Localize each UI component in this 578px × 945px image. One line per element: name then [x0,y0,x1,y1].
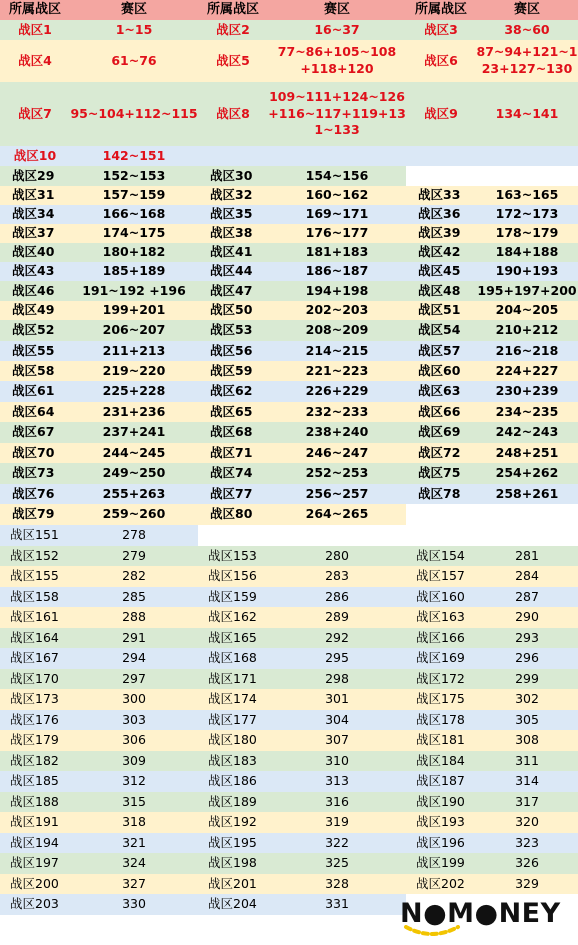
table-row [0,402,578,422]
nomoney-logo [400,896,560,940]
server-range-cell: 283 [268,566,406,587]
zone-cell: 战区8 [198,82,268,146]
server-range-cell: 252~253 [268,463,406,484]
table-row [0,262,578,281]
server-range-cell: 211+213 [70,341,198,361]
server-range-cell [476,504,578,525]
zone-cell: 战区191 [0,812,70,833]
table-row [0,224,578,243]
server-range-cell: 325 [268,853,406,874]
server-range-cell: 306 [70,730,198,751]
zone-cell: 战区78 [406,484,476,504]
table-row [0,546,578,566]
zone-cell: 战区160 [406,587,476,607]
zone-cell: 战区196 [406,833,476,853]
server-range-cell: 326 [476,853,578,874]
server-range-cell: 278 [70,525,198,546]
server-range-cell: 160~162 [268,186,406,205]
server-range-cell: 166~168 [70,205,198,224]
zone-cell: 战区30 [198,166,268,186]
server-range-cell: 322 [268,833,406,853]
zone-cell: 战区166 [406,628,476,648]
zone-cell: 战区49 [0,301,70,320]
server-range-cell: 282 [70,566,198,587]
zone-cell: 战区44 [198,262,268,281]
zone-cell: 战区47 [198,281,268,301]
table-row [0,422,578,443]
zone-cell: 战区194 [0,833,70,853]
zone-cell: 战区63 [406,381,476,402]
zone-cell: 战区50 [198,301,268,320]
zone-cell: 战区176 [0,710,70,730]
zone-cell: 战区70 [0,443,70,463]
zone-cell: 战区170 [0,669,70,689]
server-range-cell: 314 [476,771,578,792]
table-row [0,205,578,224]
server-range-cell: 295 [268,648,406,669]
server-range-cell: 330 [70,894,198,915]
server-range-cell: 305 [476,710,578,730]
server-range-cell: 249~250 [70,463,198,484]
server-range-cell: 331 [268,894,406,915]
zone-cell: 战区41 [198,243,268,262]
zone-cell: 战区40 [0,243,70,262]
server-range-cell: 152~153 [70,166,198,186]
server-range-cell: 238+240 [268,422,406,443]
server-range-cell: 310 [268,751,406,771]
server-range-cell: 95~104+112~115 [70,82,198,146]
table-row [0,710,578,730]
zone-cell: 战区157 [406,566,476,587]
zone-cell: 战区168 [198,648,268,669]
zone-cell: 战区6 [406,40,476,82]
server-range-cell: 172~173 [476,205,578,224]
server-range-cell: 157~159 [70,186,198,205]
zone-cell: 战区203 [0,894,70,915]
server-range-cell: 313 [268,771,406,792]
server-range-cell: 309 [70,751,198,771]
server-range-cell: 288 [70,607,198,628]
server-range-cell: 301 [268,689,406,710]
table-row [0,587,578,607]
zone-cell: 战区155 [0,566,70,587]
server-range-cell: 244~245 [70,443,198,463]
zone-cell [406,504,476,525]
zone-cell: 战区69 [406,422,476,443]
header-server-col: 赛区 [268,0,406,20]
server-range-cell: 328 [268,874,406,894]
zone-cell: 战区35 [198,205,268,224]
server-range-cell [476,146,578,166]
zone-cell: 战区182 [0,751,70,771]
server-range-cell: 327 [70,874,198,894]
zone-cell: 战区158 [0,587,70,607]
table-row [0,301,578,320]
zone-cell: 战区161 [0,607,70,628]
zone-cell: 战区180 [198,730,268,751]
zone-cell [406,166,476,186]
server-range-cell: 87~94+121~1 23+127~130 [476,40,578,82]
zone-cell: 战区55 [0,341,70,361]
table-row [0,361,578,381]
table-row [0,484,578,504]
server-range-cell: 237+241 [70,422,198,443]
server-range-cell: 308 [476,730,578,751]
server-range-cell: 206~207 [70,320,198,341]
server-range-cell: 287 [476,587,578,607]
zone-cell: 战区164 [0,628,70,648]
zone-cell: 战区58 [0,361,70,381]
zone-cell: 战区48 [406,281,476,301]
table-row [0,792,578,812]
table-row [0,525,578,546]
server-range-cell: 291 [70,628,198,648]
server-range-cell: 302 [476,689,578,710]
server-range-cell: 299 [476,669,578,689]
server-range-cell: 180+182 [70,243,198,262]
server-range-cell: 321 [70,833,198,853]
server-range-cell: 154~156 [268,166,406,186]
table-row [0,607,578,628]
zone-cell: 战区197 [0,853,70,874]
zone-cell: 战区77 [198,484,268,504]
zone-cell: 战区9 [406,82,476,146]
zone-cell: 战区152 [0,546,70,566]
table-row [0,751,578,771]
zone-cell: 战区76 [0,484,70,504]
server-range-cell [476,525,578,546]
server-range-cell: 279 [70,546,198,566]
zone-cell: 战区62 [198,381,268,402]
zone-cell: 战区7 [0,82,70,146]
server-range-cell: 234~235 [476,402,578,422]
zone-cell: 战区167 [0,648,70,669]
zone-cell: 战区199 [406,853,476,874]
server-range-cell: 248+251 [476,443,578,463]
table-row [0,166,578,186]
server-range-cell: 296 [476,648,578,669]
zone-cell: 战区66 [406,402,476,422]
server-range-cell: 163~165 [476,186,578,205]
zone-cell: 战区156 [198,566,268,587]
zone-cell: 战区59 [198,361,268,381]
server-range-cell: 254+262 [476,463,578,484]
server-range-cell: 199+201 [70,301,198,320]
table-row [0,853,578,874]
zone-cell: 战区185 [0,771,70,792]
header-zone-col: 所属战区 [198,0,268,20]
zone-cell: 战区68 [198,422,268,443]
server-range-cell: 294 [70,648,198,669]
table-row [0,628,578,648]
server-range-cell: 202~203 [268,301,406,320]
server-range-cell: 226+229 [268,381,406,402]
zone-cell: 战区45 [406,262,476,281]
server-range-cell: 77~86+105~108 +118+120 [268,40,406,82]
zone-cell: 战区56 [198,341,268,361]
zone-cell: 战区173 [0,689,70,710]
zone-cell: 战区61 [0,381,70,402]
table-row [0,730,578,751]
zone-cell: 战区163 [406,607,476,628]
zone-cell: 战区60 [406,361,476,381]
zone-cell: 战区201 [198,874,268,894]
table-row [0,341,578,361]
zone-cell: 战区37 [0,224,70,243]
zone-cell: 战区4 [0,40,70,82]
zone-cell: 战区3 [406,20,476,40]
zone-cell: 战区198 [198,853,268,874]
zone-cell: 战区39 [406,224,476,243]
server-range-cell: 221~223 [268,361,406,381]
server-range-cell: 259~260 [70,504,198,525]
server-range-cell: 293 [476,628,578,648]
server-range-cell: 181+183 [268,243,406,262]
zone-cell: 战区187 [406,771,476,792]
header-zone-col: 所属战区 [406,0,476,20]
table-row [0,689,578,710]
zone-cell: 战区184 [406,751,476,771]
zone-cell: 战区67 [0,422,70,443]
server-range-cell: 315 [70,792,198,812]
server-range-cell: 303 [70,710,198,730]
zone-cell: 战区195 [198,833,268,853]
table-row [0,146,578,166]
server-range-cell: 286 [268,587,406,607]
zone-cell: 战区36 [406,205,476,224]
zone-cell: 战区52 [0,320,70,341]
server-range-cell: 134~141 [476,82,578,146]
table-row [0,463,578,484]
server-range-cell: 317 [476,792,578,812]
server-range-cell: 225+228 [70,381,198,402]
zone-cell: 战区181 [406,730,476,751]
server-range-cell: 297 [70,669,198,689]
zone-cell: 战区46 [0,281,70,301]
server-range-cell: 329 [476,874,578,894]
zone-cell: 战区174 [198,689,268,710]
table-row [0,243,578,262]
server-range-cell [268,146,406,166]
zone-cell: 战区189 [198,792,268,812]
zone-cell: 战区42 [406,243,476,262]
zone-cell: 战区10 [0,146,70,166]
server-range-cell: 195+197+200 [476,281,578,301]
server-range-cell: 300 [70,689,198,710]
table-row [0,566,578,587]
zone-cell: 战区80 [198,504,268,525]
zone-cell: 战区159 [198,587,268,607]
zone-cell: 战区179 [0,730,70,751]
table-row [0,186,578,205]
server-range-cell: 224+227 [476,361,578,381]
server-range-cell: 191~192 +196 [70,281,198,301]
server-range-cell: 208~209 [268,320,406,341]
zone-cell: 战区33 [406,186,476,205]
zone-cell: 战区2 [198,20,268,40]
server-range-cell: 304 [268,710,406,730]
server-range-cell: 230+239 [476,381,578,402]
zone-cell: 战区64 [0,402,70,422]
zone-cell: 战区188 [0,792,70,812]
server-range-cell: 242~243 [476,422,578,443]
server-range-cell: 281 [476,546,578,566]
server-range-cell: 1~15 [70,20,198,40]
server-range-cell: 169~171 [268,205,406,224]
server-range-cell: 316 [268,792,406,812]
server-range-cell: 61~76 [70,40,198,82]
table-row [0,504,578,525]
zone-cell: 战区204 [198,894,268,915]
server-range-cell: 324 [70,853,198,874]
zone-cell: 战区74 [198,463,268,484]
zone-cell [198,146,268,166]
table-row [0,833,578,853]
server-range-cell: 323 [476,833,578,853]
zone-cell: 战区65 [198,402,268,422]
zone-cell [198,525,268,546]
server-range-cell: 258+261 [476,484,578,504]
server-range-cell: 178~179 [476,224,578,243]
header-server-col: 赛区 [70,0,198,20]
zone-cell: 战区51 [406,301,476,320]
header-server-col: 赛区 [476,0,578,20]
server-range-cell: 194+198 [268,281,406,301]
table-row [0,771,578,792]
zone-cell: 战区151 [0,525,70,546]
server-range-cell: 204~205 [476,301,578,320]
server-range-cell: 256~257 [268,484,406,504]
server-range-cell: 210+212 [476,320,578,341]
zone-cell: 战区154 [406,546,476,566]
server-range-cell: 284 [476,566,578,587]
server-range-cell: 142~151 [70,146,198,166]
server-range-cell: 255+263 [70,484,198,504]
zone-cell: 战区29 [0,166,70,186]
zone-cell: 战区5 [198,40,268,82]
table-row [0,669,578,689]
zone-cell: 战区175 [406,689,476,710]
zone-cell: 战区43 [0,262,70,281]
server-range-cell: 292 [268,628,406,648]
server-range-cell: 289 [268,607,406,628]
server-range-cell: 174~175 [70,224,198,243]
server-range-cell: 290 [476,607,578,628]
server-range-cell: 280 [268,546,406,566]
table-header-row [0,0,578,20]
server-range-cell [268,525,406,546]
server-range-cell: 38~60 [476,20,578,40]
zone-cell: 战区172 [406,669,476,689]
zone-cell: 战区32 [198,186,268,205]
zone-cell: 战区183 [198,751,268,771]
zone-cell: 战区169 [406,648,476,669]
zone-cell: 战区73 [0,463,70,484]
server-range-cell: 312 [70,771,198,792]
zone-cell: 战区171 [198,669,268,689]
logo-smile-arc [402,925,462,939]
zone-cell: 战区177 [198,710,268,730]
table-row [0,40,578,82]
zone-cell [406,146,476,166]
zone-cell: 战区186 [198,771,268,792]
zone-cell: 战区57 [406,341,476,361]
zone-cell: 战区153 [198,546,268,566]
logo-wordmark: N●M●NEY [400,898,561,929]
server-range-cell [476,166,578,186]
table-row [0,281,578,301]
server-range-cell: 307 [268,730,406,751]
server-range-cell: 246~247 [268,443,406,463]
server-range-cell: 109~111+124~126 +116~117+119+13 1~133 [268,82,406,146]
zone-cell [406,525,476,546]
zone-cell: 战区54 [406,320,476,341]
server-range-cell: 219~220 [70,361,198,381]
server-range-cell: 320 [476,812,578,833]
table-row [0,812,578,833]
zone-cell: 战区178 [406,710,476,730]
zone-cell: 战区165 [198,628,268,648]
server-range-cell: 232~233 [268,402,406,422]
zone-cell: 战区34 [0,205,70,224]
server-range-cell: 298 [268,669,406,689]
server-range-cell: 16~37 [268,20,406,40]
server-range-cell: 318 [70,812,198,833]
server-range-cell: 184+188 [476,243,578,262]
server-range-cell: 190+193 [476,262,578,281]
table-row [0,648,578,669]
zone-cell: 战区202 [406,874,476,894]
server-range-cell: 264~265 [268,504,406,525]
header-zone-col: 所属战区 [0,0,70,20]
table-body [0,20,578,915]
server-range-cell: 311 [476,751,578,771]
table-row [0,320,578,341]
zone-cell: 战区190 [406,792,476,812]
server-range-cell: 176~177 [268,224,406,243]
zone-cell: 战区1 [0,20,70,40]
server-range-cell: 319 [268,812,406,833]
zone-cell: 战区200 [0,874,70,894]
zone-cell: 战区192 [198,812,268,833]
zone-cell: 战区38 [198,224,268,243]
zone-cell: 战区193 [406,812,476,833]
table-row [0,20,578,40]
server-range-cell: 216~218 [476,341,578,361]
zone-cell: 战区162 [198,607,268,628]
server-range-cell: 285 [70,587,198,607]
zone-cell: 战区71 [198,443,268,463]
zone-cell: 战区72 [406,443,476,463]
table-row [0,381,578,402]
server-range-cell: 185+189 [70,262,198,281]
table-row [0,82,578,146]
table-row [0,443,578,463]
zone-cell: 战区75 [406,463,476,484]
zone-cell: 战区31 [0,186,70,205]
table-row [0,874,578,894]
server-range-cell: 214~215 [268,341,406,361]
zone-cell: 战区79 [0,504,70,525]
zone-cell: 战区53 [198,320,268,341]
server-range-cell: 231+236 [70,402,198,422]
server-range-cell: 186~187 [268,262,406,281]
